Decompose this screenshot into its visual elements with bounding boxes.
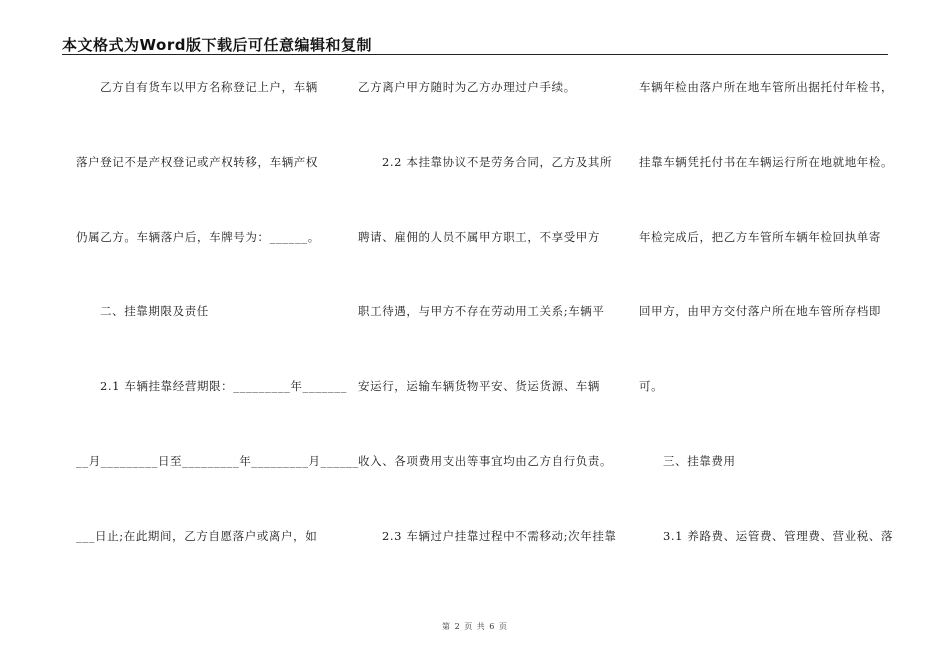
column-2-line-7: 2.3 车辆过户挂靠过程中不需移动;次年挂靠 (382, 529, 617, 543)
column-2-line-1: 乙方离户甲方随时为乙方办理过户手续。 (358, 80, 576, 94)
column-1-heading-2: 二、挂靠期限及责任 (100, 304, 209, 318)
text-column-1 (76, 0, 359, 672)
column-2-line-5: 安运行，运输车辆货物平安、货运货源、车辆 (358, 379, 600, 393)
column-2-line-6: 收入、各项费用支出等事宜均由乙方自行负责。 (358, 454, 613, 468)
column-1-line-2: 落户登记不是产权登记或产权转移，车辆产权 (76, 155, 318, 169)
column-1-line-5: 2.1 车辆挂靠经营期限：_________年_______ (100, 379, 347, 393)
document-header-title: 本文格式为Word版下载后可任意编辑和复制 (62, 36, 372, 54)
column-2-line-4: 职工待遇，与甲方不存在劳动用工关系;车辆平 (358, 304, 605, 318)
column-3-line-5: 可。 (639, 379, 664, 393)
column-3-line-3: 年检完成后，把乙方车管所车辆年检回执单寄 (639, 230, 881, 244)
column-3-line-2: 挂靠车辆凭托付书在车辆运行所在地就地年检。 (639, 155, 894, 169)
column-2-line-3: 聘请、雇佣的人员不属甲方职工，不享受甲方 (358, 230, 600, 244)
column-1-line-7: ___日止;在此期间，乙方自愿落户或离户，如 (76, 529, 318, 543)
column-3-heading-3: 三、挂靠费用 (663, 454, 736, 468)
column-1-line-1: 乙方自有货车以甲方名称登记上户，车辆 (100, 80, 318, 94)
column-3-line-1: 车辆年检由落户所在地车管所出据托付年检书， (639, 80, 894, 94)
page-number-footer: 第 2 页 共 6 页 (442, 622, 508, 631)
column-2-line-2: 2.2 本挂靠协议不是劳务合同，乙方及其所 (382, 155, 613, 169)
column-1-line-3: 仍属乙方。车辆落户后，车牌号为：______。 (76, 230, 320, 244)
text-column-2 (358, 0, 628, 672)
column-3-line-4: 回甲方，由甲方交付落户所在地车管所存档即 (639, 304, 881, 318)
text-column-3 (639, 0, 909, 672)
column-3-line-7: 3.1 养路费、运管费、管理费、营业税、落 (663, 529, 894, 543)
column-1-line-6: __月_________日至_________年_________月______ (76, 454, 359, 468)
